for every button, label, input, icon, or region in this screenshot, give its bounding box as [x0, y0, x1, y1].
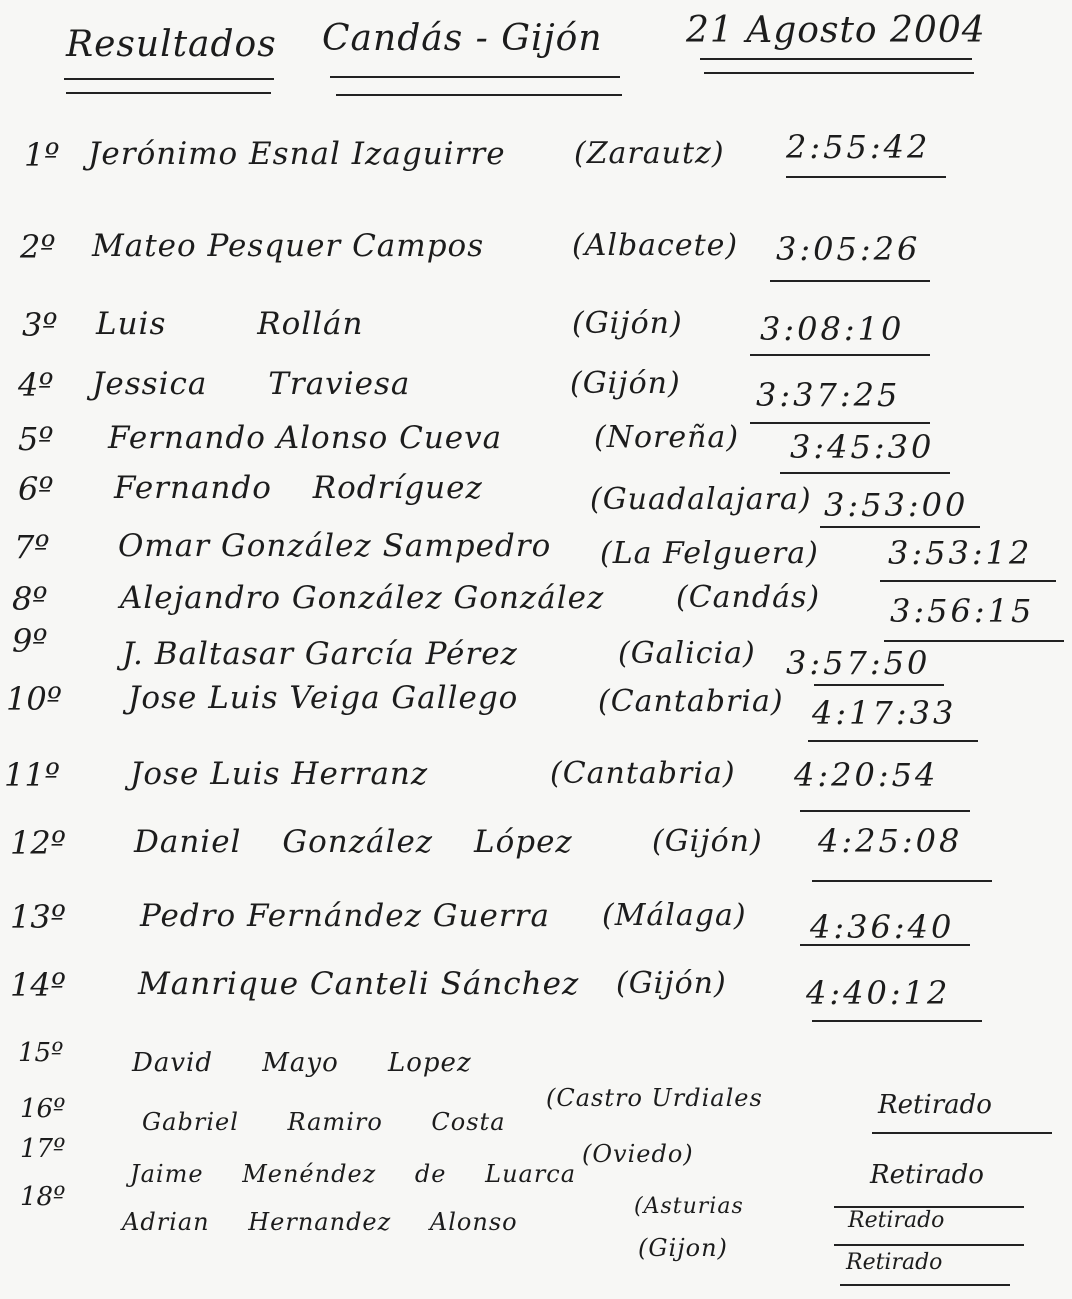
runner-name: Jaime Menéndez de Luarca — [130, 1160, 577, 1188]
runner-origin: (Oviedo) — [582, 1140, 694, 1168]
result-position: 1º — [24, 136, 60, 174]
runner-origin: (Gijon) — [638, 1234, 728, 1262]
time-underline — [812, 1020, 982, 1022]
finish-time: 4:25:08 — [818, 822, 963, 860]
retired-row — [0, 1182, 1072, 1262]
finish-time: 3:53:12 — [888, 534, 1033, 572]
finish-time: 4:17:33 — [812, 694, 957, 732]
finish-time: 3:37:25 — [756, 376, 901, 414]
finish-time: 4:40:12 — [806, 974, 951, 1012]
route-underline — [330, 76, 620, 78]
runner-origin: (La Felguera) — [600, 536, 819, 571]
result-row — [0, 420, 1072, 464]
runner-origin: (Noreña) — [594, 420, 740, 455]
result-position: 11º — [4, 756, 60, 794]
race-route: Candás - Gijón — [322, 18, 603, 59]
time-underline — [750, 354, 930, 356]
runner-name: Jessica Traviesa — [92, 366, 411, 402]
race-date: 21 Agosto 2004 — [686, 10, 986, 51]
runner-name: Alejandro González González — [120, 580, 605, 616]
time-underline — [814, 684, 944, 686]
finish-time: 4:20:54 — [794, 756, 939, 794]
finish-time: 3:57:50 — [786, 644, 931, 682]
runner-name: Luis Rollán — [96, 306, 364, 342]
result-row — [0, 680, 1072, 732]
route-underline-2 — [336, 94, 622, 96]
result-row — [0, 824, 1072, 868]
result-row — [0, 470, 1072, 524]
runner-name: J. Baltasar García Pérez — [122, 636, 518, 672]
finish-time: 4:36:40 — [810, 908, 955, 946]
result-position: 2º — [20, 228, 56, 266]
runner-origin: (Gijón) — [616, 966, 727, 1001]
retired-status: Retirado — [878, 1090, 992, 1120]
result-position: 9º — [12, 622, 48, 660]
runner-name: Gabriel Ramiro Costa — [142, 1108, 506, 1136]
result-row — [0, 622, 1072, 682]
runner-origin: (Albacete) — [572, 228, 739, 263]
status-underline — [840, 1284, 1010, 1286]
result-position: 14º — [10, 966, 66, 1004]
title-underline — [64, 78, 274, 80]
sheet-title: Resultados — [66, 24, 277, 65]
runner-name: Omar González Sampedro — [118, 528, 552, 564]
time-underline — [786, 176, 946, 178]
finish-time: 3:05:26 — [776, 230, 921, 268]
result-position: 4º — [18, 366, 54, 404]
result-position: 8º — [12, 580, 48, 618]
retired-status: Retirado — [870, 1160, 984, 1190]
runner-origin: (Castro Urdiales — [546, 1084, 763, 1112]
time-underline — [800, 810, 970, 812]
finish-time: 3:56:15 — [890, 592, 1035, 630]
runner-name: Fernando Alonso Cueva — [108, 420, 503, 456]
result-row — [0, 528, 1072, 572]
date-underline — [700, 58, 972, 60]
finish-time: 3:08:10 — [760, 310, 905, 348]
runner-origin: (Asturias — [634, 1194, 744, 1219]
runner-origin: (Cantabria) — [550, 756, 736, 791]
finish-time: 2:55:42 — [786, 128, 931, 166]
runner-name: Jerónimo Esnal Izaguirre — [88, 136, 506, 172]
runner-name: Manrique Canteli Sánchez — [138, 966, 580, 1002]
result-position: 12º — [10, 824, 66, 862]
runner-name: Fernando Rodríguez — [114, 470, 483, 506]
status-underline — [834, 1244, 1024, 1246]
runner-name: Jose Luis Veiga Gallego — [128, 680, 519, 716]
result-row — [0, 128, 1072, 180]
time-underline — [812, 880, 992, 882]
title-underline-2 — [66, 92, 271, 94]
result-position: 7º — [14, 528, 50, 566]
result-position: 13º — [10, 898, 66, 936]
result-position: 15º — [18, 1038, 64, 1068]
result-row — [0, 366, 1072, 414]
result-position: 6º — [18, 470, 54, 508]
runner-origin: (Gijón) — [652, 824, 763, 859]
runner-origin: (Galicia) — [618, 636, 756, 671]
time-underline — [800, 944, 970, 946]
runner-name: Daniel González López — [134, 824, 573, 860]
finish-time: 3:53:00 — [824, 486, 969, 524]
date-underline-2 — [704, 72, 974, 74]
time-underline — [770, 280, 930, 282]
runner-origin: (Guadalajara) — [590, 482, 812, 517]
result-row — [0, 306, 1072, 350]
runner-origin: (Cantabria) — [598, 684, 784, 719]
result-position: 5º — [18, 420, 54, 458]
runner-name: David Mayo Lopez — [132, 1048, 472, 1078]
runner-name: Pedro Fernández Guerra — [140, 898, 550, 934]
retired-status: Retirado — [848, 1208, 945, 1233]
runner-origin: (Candás) — [676, 580, 821, 615]
runner-origin: (Gijón) — [570, 366, 681, 401]
runner-name: Mateo Pesquer Campos — [92, 228, 485, 264]
result-row — [0, 580, 1072, 630]
result-row — [0, 228, 1072, 272]
runner-origin: (Málaga) — [602, 898, 747, 933]
result-row — [0, 756, 1072, 800]
finish-time: 3:45:30 — [790, 428, 935, 466]
runner-origin: (Gijón) — [572, 306, 683, 341]
result-position: 3º — [22, 306, 58, 344]
result-row — [0, 966, 1072, 1010]
result-position: 16º — [20, 1094, 66, 1124]
result-row — [0, 898, 1072, 946]
runner-origin: (Zarautz) — [574, 136, 725, 171]
runner-name: Jose Luis Herranz — [130, 756, 429, 792]
result-position: 18º — [20, 1182, 66, 1212]
retired-status: Retirado — [846, 1250, 943, 1275]
result-position: 10º — [6, 680, 62, 718]
runner-name: Adrian Hernandez Alonso — [122, 1208, 518, 1236]
result-position: 17º — [20, 1134, 66, 1164]
time-underline — [808, 740, 978, 742]
